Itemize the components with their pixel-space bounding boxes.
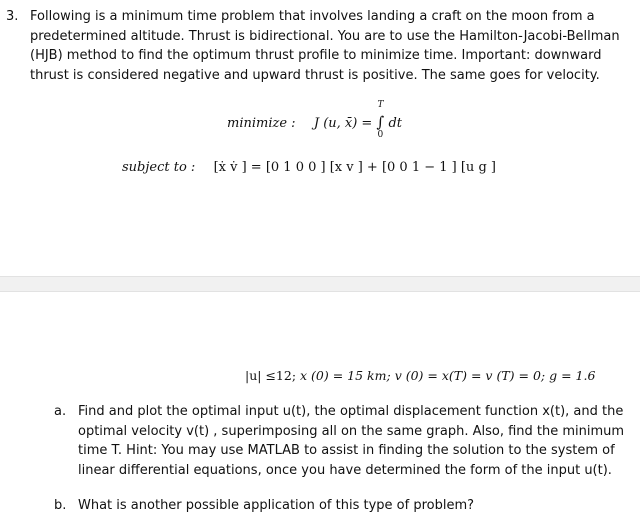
objective-lhs: J (u, x̄) = [313, 116, 373, 131]
integrand: dt [388, 116, 402, 131]
item-b-text: What is another possible application of this type of problem? [78, 498, 475, 513]
gravity-value: g = 1.6 [549, 368, 596, 383]
state-dynamics: [ẋ v̇ ] = [0 1 0 0 ] [x v ] + [0 0 1 − 1 ] [u g ] [213, 160, 496, 175]
initial-position: x (0) = 15 km; [300, 368, 391, 383]
dynamics-equation [122, 160, 496, 175]
integral-sign: ∫ T 0 [376, 100, 385, 140]
item-a-text: Find and plot the optimal input u(t), the optimal displacement function x(t), and the optimal velocity v(t) , superimposing all on the same graph. Also, find the minimum time T. Hint: You may use MATLAB to assist in finding the solution to the system of linear differential equations, once you have determined the form of the input u(t). [78, 404, 625, 478]
thrust-constraint: |u| ≤12; [245, 368, 297, 383]
integral-lower-limit: 0 [377, 130, 384, 140]
integral-upper-limit: T [377, 100, 384, 110]
item-b-letter: b. [54, 498, 67, 513]
problem-statement: Following is a minimum time problem that involves landing a craft on the moon from a predetermined altitude. Thrust is bidirectional. You are to use the Hamilton-Jacobi-Bellman (HJB) method to find the optimum thrust profile to minimize time. Important: downward thrust is considered negative and upward thrust is positive. The same goes for velocity. [30, 9, 620, 83]
boundary-conditions [245, 368, 595, 383]
terminal-conditions: v (0) = x(T) = v (T) = 0; [394, 368, 546, 383]
objective-equation [227, 100, 402, 140]
subject-to-label: subject to : [122, 160, 196, 175]
item-a-letter: a. [54, 404, 67, 419]
problem-number: 3. [6, 9, 19, 24]
minimize-label: minimize : [227, 116, 296, 131]
section-divider [0, 276, 640, 292]
